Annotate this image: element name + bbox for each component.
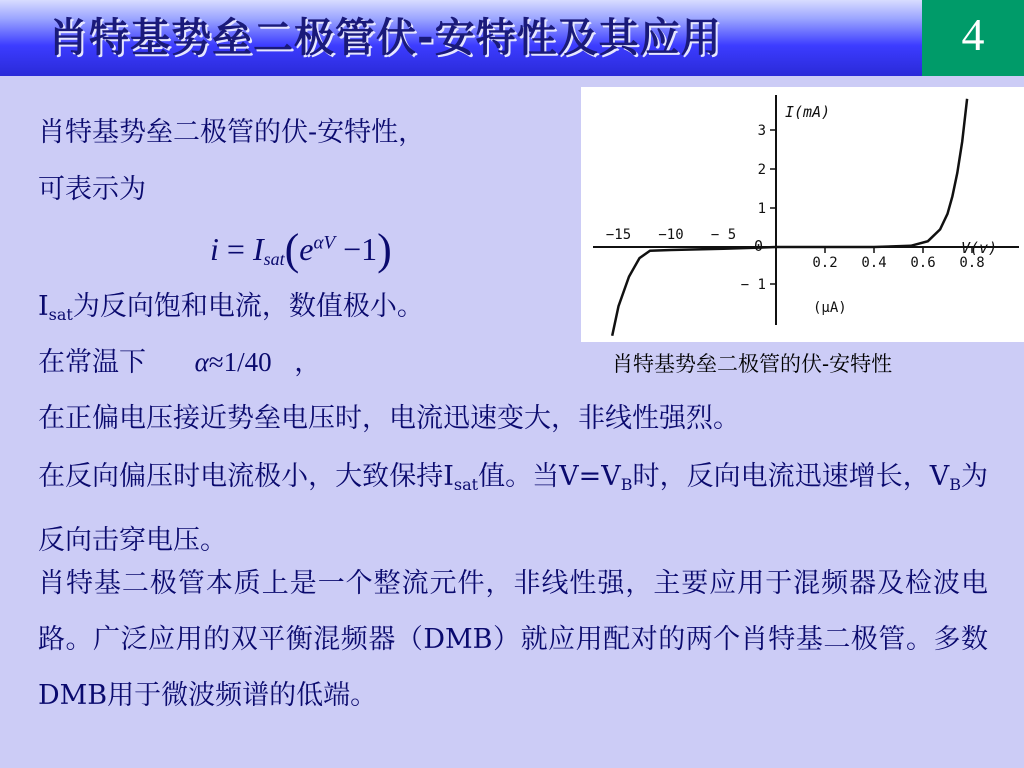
x-tick-label: − 5 bbox=[710, 227, 737, 243]
y-tick-label: − 1 bbox=[740, 277, 766, 293]
alpha-symbol: α bbox=[194, 347, 209, 377]
x-tick-label: −15 bbox=[605, 227, 632, 243]
page-number-box bbox=[922, 0, 1024, 76]
y-tick-label: 2 bbox=[757, 162, 766, 178]
title-bar bbox=[0, 0, 922, 76]
iv-chart bbox=[581, 87, 1024, 342]
room-temp-text: 在常温下 bbox=[38, 347, 146, 378]
room-temp-line bbox=[38, 346, 321, 380]
expression-intro: 可表示为 bbox=[38, 174, 146, 205]
eq-open-paren: ( bbox=[284, 225, 300, 274]
isat-sub: sat bbox=[48, 305, 73, 324]
eq-close-paren: ) bbox=[377, 225, 392, 274]
eq-exponent: αV bbox=[313, 232, 336, 254]
slide-title: 肖特基势垒二极管伏-安特性及其应用 bbox=[48, 15, 722, 61]
reverse-text-3: 时，反向电流迅速增长，V bbox=[632, 461, 950, 492]
reverse-sub-b1: B bbox=[620, 475, 633, 494]
y-tick-label: 3 bbox=[757, 123, 766, 139]
tick-labels bbox=[606, 123, 985, 293]
reverse-text-1: 在反向偏压时电流极小，大致保持I bbox=[38, 461, 454, 492]
room-temp-comma: ， bbox=[294, 347, 322, 378]
y-axis-label-top: I(mA) bbox=[785, 103, 831, 121]
eq-sat: sat bbox=[263, 249, 285, 269]
reverse-text-4: 为反向击穿电压。 bbox=[38, 461, 989, 556]
x-tick-label: −10 bbox=[658, 227, 684, 243]
x-tick-label: 0.8 bbox=[959, 255, 985, 271]
forward-bias-text: 在正偏电压接近势垒电压时，电流迅速变大，非线性强烈。 bbox=[38, 403, 740, 434]
reverse-bias-paragraph bbox=[38, 449, 988, 569]
page-number: 4 bbox=[961, 9, 985, 60]
isat-I: I bbox=[38, 291, 49, 322]
eq-equals: = bbox=[226, 231, 245, 267]
isat-text: 为反向饱和电流，数值极小。 bbox=[72, 291, 424, 322]
x-tick-label: 0.2 bbox=[812, 255, 838, 271]
y-tick-label: 1 bbox=[757, 201, 766, 217]
forward-curve bbox=[776, 99, 967, 247]
reverse-sub-sat: sat bbox=[453, 475, 479, 494]
application-paragraph: 肖特基二极管本质上是一个整流元件，非线性强，主要应用于混频器及检波电路。广泛应用的双平衡混频器（DMB）就应用配对的两个肖特基二极管。多数DMB用于微波频谱的低端。 bbox=[38, 568, 988, 711]
figure-caption: 肖特基势垒二极管的伏-安特性 bbox=[612, 352, 893, 376]
eq-e: e bbox=[299, 231, 314, 267]
eq-i: i bbox=[210, 231, 219, 267]
diode-equation bbox=[210, 224, 392, 275]
alpha-value: ≈1/40 bbox=[208, 347, 272, 377]
origin-label: 0 bbox=[754, 237, 764, 255]
eq-I: I bbox=[252, 231, 264, 267]
isat-line bbox=[38, 290, 424, 325]
reverse-sub-b2: B bbox=[949, 475, 961, 494]
iv-characteristic-figure bbox=[581, 87, 1024, 342]
reverse-text-2: 值。当V=V bbox=[478, 461, 621, 492]
intro-line: 肖特基势垒二极管的伏-安特性， bbox=[38, 117, 426, 148]
x-axis-label: V(v) bbox=[961, 239, 998, 257]
x-tick-label: 0.4 bbox=[861, 255, 887, 271]
x-tick-label: 0.6 bbox=[910, 255, 936, 271]
y-axis-label-bottom: (μA) bbox=[813, 300, 847, 316]
eq-minus-one: −1 bbox=[343, 231, 378, 267]
